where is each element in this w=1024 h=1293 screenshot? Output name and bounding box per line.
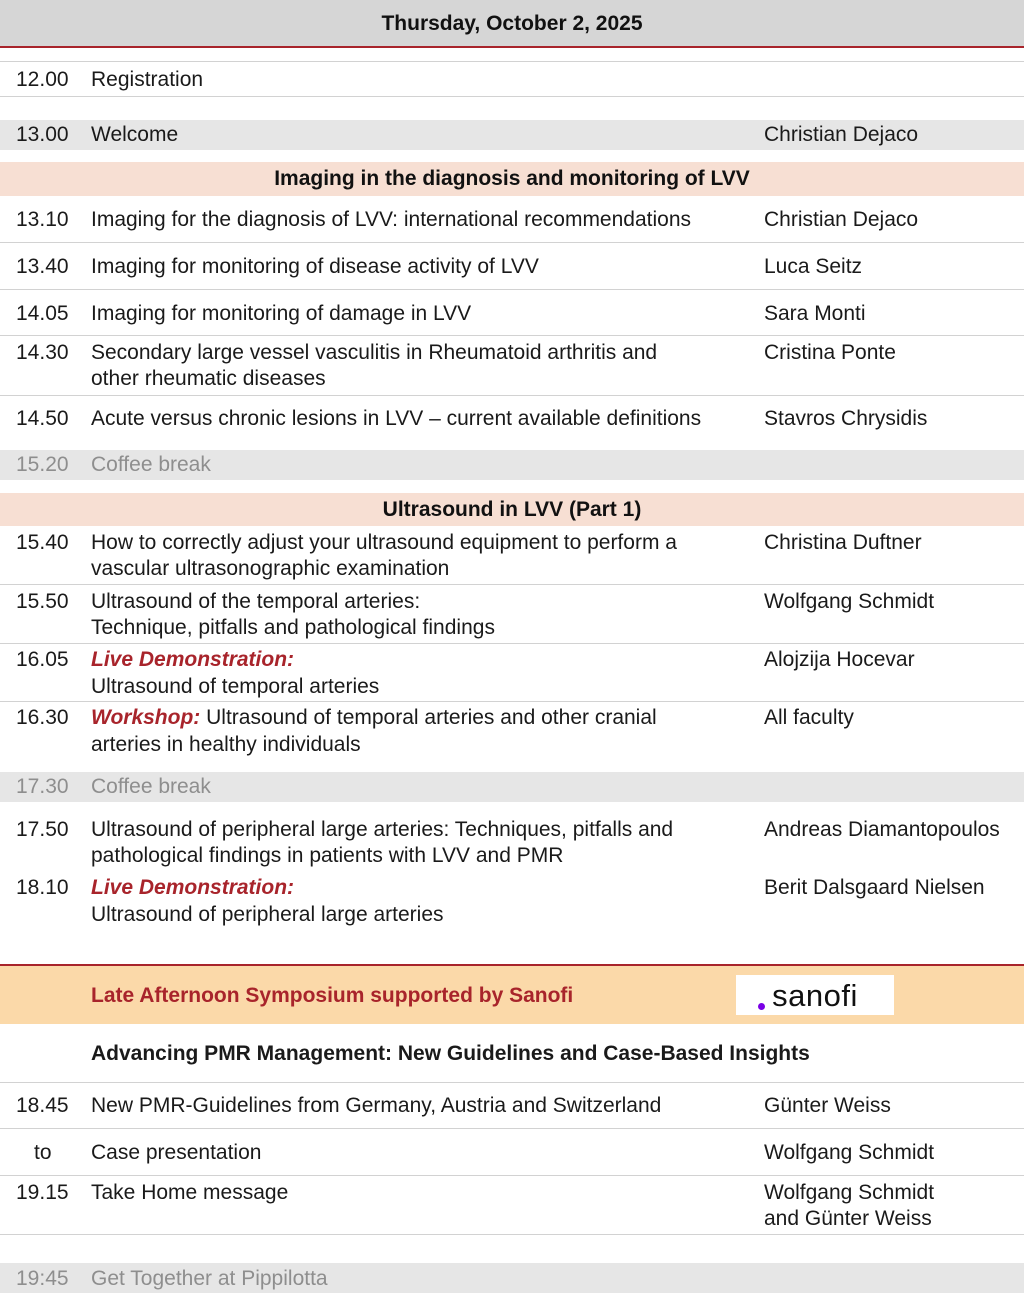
- title-14-50: Acute versus chronic lesions in LVV – current available definitions: [91, 407, 702, 430]
- time-18-10: 18.10: [16, 876, 69, 899]
- speaker-case: Wolfgang Schmidt: [764, 1141, 935, 1164]
- speaker-take-home-line1: Wolfgang Schmidt: [764, 1181, 935, 1204]
- time-welcome: 13.00: [16, 123, 69, 146]
- title-15-40-line2: vascular ultrasonographic examination: [91, 557, 450, 580]
- speaker-14-05: Sara Monti: [764, 302, 866, 325]
- time-coffee-2: 17.30: [16, 775, 69, 798]
- divider: [0, 584, 1024, 585]
- time-to: to: [34, 1141, 52, 1164]
- live-demo-label-2: Live Demonstration:: [91, 876, 295, 899]
- time-13-10: 13.10: [16, 208, 69, 231]
- title-18-10-line2: Ultrasound of peripheral large arteries: [91, 903, 444, 926]
- symposium-title: Late Afternoon Symposium supported by Sanofi: [91, 984, 574, 1007]
- speaker-15-40: Christina Duftner: [764, 531, 922, 554]
- title-14-30-line1: Secondary large vessel vasculitis in Rheumatoid arthritis and: [91, 341, 658, 364]
- time-19-15: 19.15: [16, 1181, 69, 1204]
- title-18-45: New PMR-Guidelines from Germany, Austria and Switzerland: [91, 1094, 662, 1117]
- divider: [0, 289, 1024, 290]
- title-take-home: Take Home message: [91, 1181, 289, 1204]
- time-coffee-1: 15.20: [16, 453, 69, 476]
- speaker-13-10: Christian Dejaco: [764, 208, 919, 231]
- symposium-subtitle: Advancing PMR Management: New Guidelines and Case-Based Insights: [91, 1042, 810, 1065]
- title-14-30-line2: other rheumatic diseases: [91, 367, 326, 390]
- time-15-50: 15.50: [16, 590, 69, 613]
- section-ultrasound: [0, 493, 1024, 526]
- speaker-16-30: All faculty: [764, 706, 854, 729]
- sanofi-logo-text: sanofi: [772, 978, 858, 1013]
- date-title: Thursday, October 2, 2025: [381, 12, 643, 35]
- logo-dot-icon: [758, 1003, 765, 1010]
- title-get-together: Get Together at Pippilotta: [91, 1267, 328, 1290]
- divider: [0, 1175, 1024, 1176]
- divider: [0, 1234, 1024, 1235]
- title-registration: Registration: [91, 68, 204, 91]
- section-imaging-title: Imaging in the diagnosis and monitoring of LVV: [274, 167, 750, 190]
- divider: [0, 701, 1024, 702]
- title-16-05-line2: Ultrasound of temporal arteries: [91, 675, 380, 698]
- section-ultrasound-title: Ultrasound in LVV (Part 1): [382, 498, 642, 521]
- title-welcome: Welcome: [91, 123, 179, 146]
- title-16-30-line2: arteries in healthy individuals: [91, 733, 361, 756]
- speaker-13-40: Luca Seitz: [764, 255, 863, 278]
- title-14-05: Imaging for monitoring of damage in LVV: [91, 302, 472, 325]
- speaker-14-30: Cristina Ponte: [764, 341, 896, 364]
- divider: [0, 335, 1024, 336]
- divider: [0, 643, 1024, 644]
- time-16-05: 16.05: [16, 648, 69, 671]
- title-16-30-line1: [91, 705, 657, 731]
- workshop-title: Ultrasound of temporal arteries and other cranial: [200, 706, 657, 729]
- time-13-40: 13.40: [16, 255, 69, 278]
- divider: [0, 242, 1024, 243]
- divider: [0, 1128, 1024, 1129]
- speaker-14-50: Stavros Chrysidis: [764, 407, 928, 430]
- speaker-18-10: Berit Dalsgaard Nielsen: [764, 876, 985, 899]
- date-header: [0, 0, 1024, 48]
- time-14-50: 14.50: [16, 407, 69, 430]
- title-13-10: Imaging for the diagnosis of LVV: international recommendations: [91, 208, 692, 231]
- speaker-welcome: Christian Dejaco: [764, 123, 919, 146]
- time-registration: 12.00: [16, 68, 69, 91]
- time-16-30: 16.30: [16, 706, 69, 729]
- speaker-15-50: Wolfgang Schmidt: [764, 590, 935, 613]
- title-15-50-line2: Technique, pitfalls and pathological findings: [91, 616, 495, 639]
- title-coffee-2: Coffee break: [91, 775, 211, 798]
- speaker-18-45: Günter Weiss: [764, 1094, 891, 1117]
- time-17-50: 17.50: [16, 818, 69, 841]
- divider: [0, 61, 1024, 62]
- divider: [0, 96, 1024, 97]
- time-14-30: 14.30: [16, 341, 69, 364]
- time-get-together: 19:45: [16, 1267, 69, 1290]
- sanofi-logo: [736, 975, 894, 1015]
- workshop-label: Workshop:: [91, 706, 201, 729]
- title-17-50-line1: Ultrasound of peripheral large arteries: Techniques, pitfalls and: [91, 818, 674, 841]
- title-13-40: Imaging for monitoring of disease activity of LVV: [91, 255, 539, 278]
- live-demo-label: Live Demonstration:: [91, 648, 295, 671]
- speaker-16-05: Alojzija Hocevar: [764, 648, 915, 671]
- divider: [0, 1082, 1024, 1083]
- time-14-05: 14.05: [16, 302, 69, 325]
- speaker-take-home-line2: and Günter Weiss: [764, 1207, 932, 1230]
- title-17-50-line2: pathological findings in patients with LVV and PMR: [91, 844, 564, 867]
- time-18-45: 18.45: [16, 1094, 69, 1117]
- title-15-40-line1: How to correctly adjust your ultrasound equipment to perform a: [91, 531, 677, 554]
- divider: [0, 395, 1024, 396]
- title-15-50-line1: Ultrasound of the temporal arteries:: [91, 590, 421, 613]
- section-imaging: [0, 162, 1024, 196]
- speaker-17-50: Andreas Diamantopoulos: [764, 818, 1000, 841]
- title-coffee-1: Coffee break: [91, 453, 211, 476]
- time-15-40: 15.40: [16, 531, 69, 554]
- title-case: Case presentation: [91, 1141, 262, 1164]
